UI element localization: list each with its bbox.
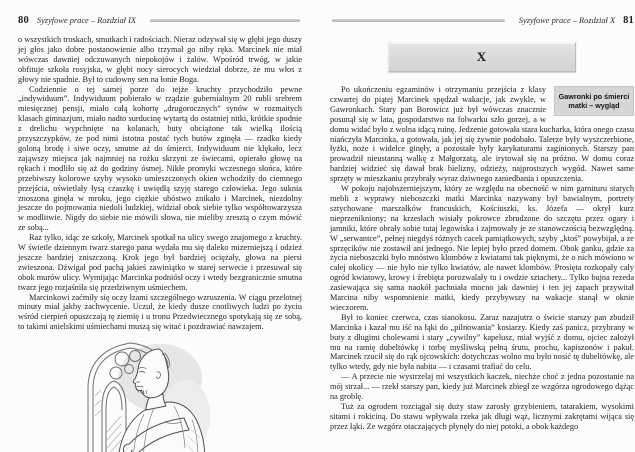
body-paragraph: — A przecie nie wystrzelaj mi wszystkich kaczek, niechże choć z jedna pozostanie na mój strzał... — rzekł starszy pan, kiedy już Marcinek zbiegł ze wzgórza ogrodowego dążąc na groblę. [330, 372, 634, 402]
chapter-heading-label: X [476, 49, 488, 64]
body-paragraph: Codziennie o tej samej porze do tejże kruchty przychodziło pewne „indywiduum”. Indywiduum pobierało w rządzie gubernialnym 20 rubli srebrem miesięcznej pensji, miało całą kohortę „drugorocznych” synów w rozmaitych klasach gimnazjum, miało nadto surducinę wytartą do ostatniej nitki, krótkie spodnie z drelichu wypchnięte na kolanach, buty obciążone tak wielką ilością przyszczypków, że pod nimi istotna postać tych butów zginęła — rzadko kiedy goloną brodę i siwe oczy, smutne aż do śmierci. Indywiduum nie klękało, lecz zająwszy miejsca jak najmniej na rożku skrzyni ze świecami, opierało głowę na rękach i modliło się aż do godziny ósmej. Nikłe promyki wczesnego słońca, które przebiwszy kolorowe szyby wysoko umieszczonych okien wchodziły do ciemnego przejścia, oświetlały łysą czaszkę i uwiędłą szyję starego człowieka. Jego suknia znoszona ginęła w mroku, jego ciężkie ubóstwo znikało i Marcinek, niezdolny jeszcze do pojmowania niedoli ludzkiej, widział obok siebie tylko współtowarzysza w modlitwie. Nigdy do siebie nie mówili słowa, nie mieliby zresztą o czym mówić ze sobą... [18, 84, 302, 233]
chapter-heading-box [388, 42, 576, 72]
page-number-left: 80 [18, 14, 29, 26]
body-paragraph: Marcinkowi zaćmiły się oczy łzami szczególnego wzruszenia. W ciągu przelotnej minuty miał jakby zachwycenie. Uczuł, że kiedy dusze cnotliwych ludzi po życiu wśród cierpień opuszczają tę ziemię i u tronu Przedwiecznego spotykają się ze sobą, to takimi anielskimi uśmiechami muszą się witać i pozdrawiać nawzajem. [18, 292, 302, 332]
body-paragraph: Raz tylko, idąc ze szkoły, Marcinek spotkał na ulicy swego znajomego z kruchty. W świetle dziennym twarz starego pana wydała mu się daleko mizerniejszą i odzież jeszcze bardziej zniszczoną. Krok jego był bardziej ociężały, głowa na piersi zwieszona. Dźwigał pod pachą jakieś zawiniątko w starej serwecie i przesuwał się obok murów ulicy. Wymijając Marcinka podniósł oczy i wtedy bezgranicznie smutna twarz jego rozjaśniła się przedziwnym uśmiechem. [18, 233, 302, 292]
left-page-body [18, 35, 302, 452]
page-number-right: 81 [623, 14, 634, 26]
left-page-header [18, 14, 302, 26]
body-paragraph: Tuż za ogrodem rozciągał się duży staw zarosły grzybieniem, tatarakiem, wysokimi sitami i rokiciną. Do stawu wpływała rzeka jak długi wąż, licznymi zakrętami wijąca się przez łąki. Ze wzgórz otaczających płynęły do niej potoki, a obok każdego [330, 402, 634, 431]
right-page-header [330, 14, 634, 26]
body-paragraph: Po ukończeniu egzaminów i otrzymaniu przejścia z klasy czwartej do piątej Marcinek spędzał wakacje, jak zwykle, w Gawronkach. Stary pan Borowicz już był wówczas znacznie posunął się w lata, gospodarstwo na folwarku szło gorzej, a w domu widać było z wolna idącą ruinę. Jedzenie gotowała stara kucharka, która onego czasu niańczyła Marcinka, a gotowała, jak jej się żywnie podobało. Talerze były wyszczerbione, łyżki, noże i widelce ginęły, a pozostałe były karykaturami zaginionych. Starszy pan prowadził nieustanną walkę z Małgorzatą, ale irytował się na próżno. W domu coraz bardziej widzieć się dawał brak bielizny, odzieży, najprostszych wygód. Nawet same sprzęty w mieszkaniu przybrały wyraz dziwnego zaniedbania i opuszczenia. [330, 85, 634, 184]
margin-note: Gawronki po śmierci matki – wygląd [554, 86, 634, 116]
right-page-body [330, 85, 634, 432]
body-paragraph: Był to koniec czerwca, czas sianokosu. Zaraz nazajutrz o świcie starszy pan zbudził Marcinka i kazał mu iść na łąki do „pilnowania” kosiarzy. Kiedy zaś panicz, przybrany w buty z długimi cholewami i stary „cywilny” kapelusz, miał wyjść z domu, ojciec założył mu na ramię dubeltówkę i torbę myśliwską pełną śrutu, prochu, kapiszonów i pakuł. Marcinek rzucił się do rąk ojcowskich: dotychczas wolno mu było nosić tę dubeltówkę, ale tylko wtedy, gdy nie była nabita — i czasami trafiać do celu. [330, 312, 634, 372]
left-page [18, 14, 302, 452]
running-title-right: Syzyfowe prace – Rozdział X [518, 15, 616, 25]
body-paragraph: W pokoju najobszerniejszym, który ze względu na obecność w nim garnituru starych mebli z wyprawy nieboszczki matki Marcinka nazywany był bawialnym, portrety sztychowane marszałków francuskich, Kościuszki, ks. Józefa — okrył kurz nieprzenikniony; na krzesłach wisiały pokrowce zbrudzone do szczętu przez ogary i jamniki, które obrały sobie tutaj legowiska i zajmowały je ze stanowczością bezwzględną. W „serwantce”, pełnej niegdyś różnych cacek pamiątkowych, szyby „ktoś” powybijał, a ze sprzęcików nie zostawił ani jednego. Nie lepiej było przed domem. Obok ganku, gdzie za życia nieboszczki było mnóstwo klombów z kwiatami tak pięknymi, że o nich mówiono w całej okolicy — nie było nie tylko kwiatów, ale nawet klombów. Prosięta rozkopały cały ogród kwiatowy, krowy i źrebięta porozwalały tu i owdzie sztachety... Tylko bujna rezeda zasiewająca się sama naokół pachniała mocno jak dawniej i ten jej zapach przywitał Marcina niby wspomnienie matki, kiedy przybywszy na wakacje stanął w oknie wieczorem. [330, 184, 634, 312]
header-rule-left [150, 19, 300, 22]
running-title-left: Syzyfowe prace – Rozdział IX [36, 15, 136, 25]
header-rule-right [332, 19, 505, 22]
right-page [330, 14, 634, 432]
illustration-old-man-church-window [74, 336, 214, 452]
body-paragraph: o wszystkich troskach, smutkach i radościach. Nieraz odzywał się w głębi jego duszy jej głos jako dobre postanowienie albo trzymał go niby ręka. Marcinek nie miał wówczas dawniej odczuwanych niepokojów i żalów. Wpośród trwóg, w jakie obfituje szkoła rosyjska, w głębi nocy sierocych wiedział dobrze, że mu włos z głowy nie spadnie. Był to cudowny sen na łonie Boga. [18, 35, 302, 84]
